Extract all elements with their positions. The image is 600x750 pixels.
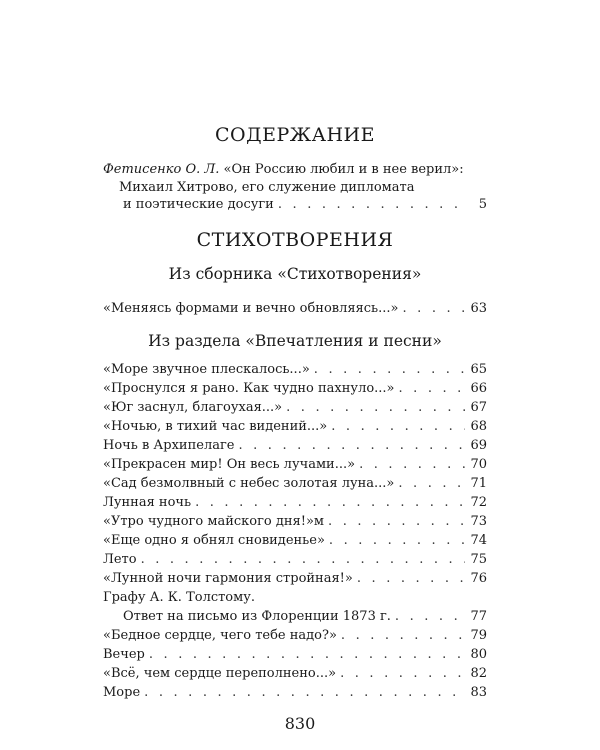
dot-leader	[399, 379, 465, 398]
entry-title: «Ночью, в тихий час видений...»	[103, 419, 328, 434]
entry-title: «Прекрасен мир! Он весь лучами...»	[103, 457, 356, 472]
entry-page: 72	[470, 495, 487, 510]
entry-page: 79	[470, 628, 487, 643]
dot-leader	[341, 626, 465, 645]
entry-title: «Юг заснул, благоухая...»	[103, 400, 283, 415]
entry-title: «Проснулся я рано. Как чудно пахнуло...»	[103, 381, 395, 396]
toc-entry	[103, 474, 487, 493]
dot-leader	[238, 436, 465, 455]
intro-title-part-3: и поэтические досуги	[123, 197, 274, 212]
collection-heading: Из сборника «Стихотворения»	[168, 265, 422, 283]
intro-page: 5	[478, 197, 487, 212]
toc-entry	[103, 493, 487, 512]
dot-leader	[340, 664, 465, 683]
intro-title-part-1: «Он Россию любил и в нее верил»:	[223, 162, 464, 177]
toc-entry	[103, 626, 487, 645]
entry-page: 65	[470, 362, 487, 377]
toc-entry	[103, 417, 487, 436]
entry-title: «Сад безмолвный с небес золотая луна...»	[103, 476, 395, 491]
entry-title: Лунная ночь	[103, 495, 192, 510]
page-number: 830	[284, 714, 316, 733]
dot-leader	[286, 398, 465, 417]
dot-leader	[149, 645, 465, 664]
entry-title: «Лунной ночи гармония стройная!»	[103, 571, 353, 586]
entry-title: «Всё, чем сердце переполнено...»	[103, 666, 337, 681]
toc-entry	[103, 360, 487, 379]
dot-leader	[141, 550, 465, 569]
toc-entry	[103, 550, 487, 569]
intro-line-1	[103, 161, 487, 179]
entry-page: 70	[470, 457, 487, 472]
dot-leader	[314, 360, 465, 379]
entry-page: 83	[470, 685, 487, 700]
intro-title-part-2: Михаил Хитрово, его служение дипломата	[119, 180, 415, 195]
intro-line-3-entry	[103, 195, 487, 214]
entry-page: 68	[470, 419, 487, 434]
dot-leader	[359, 455, 465, 474]
poems-title: СТИХОТВОРЕНИЯ	[196, 229, 394, 251]
dot-leader	[395, 607, 465, 626]
intro-entry	[103, 161, 487, 197]
intro-author: Фетисенко О. Л.	[103, 162, 220, 177]
entry-title: «Еще одно я обнял сновиденье»	[103, 533, 325, 548]
dot-leader	[329, 531, 465, 550]
entry-title: Ответ на письмо из Флоренции 1873 г.	[123, 609, 391, 624]
entry-title: «Море звучное плескалось...»	[103, 362, 310, 377]
tolstoy-heading: Графу А. К. Толстому.	[103, 590, 256, 605]
entry-title: «Утро чудного майского дня!»м	[103, 514, 325, 529]
dot-leader	[398, 474, 465, 493]
toc-entry	[103, 398, 487, 417]
entry-title: Вечер	[103, 647, 145, 662]
dot-leader	[195, 493, 465, 512]
toc-entry	[103, 683, 487, 702]
entry-title: «Меняясь формами и вечно обновляясь...»	[103, 301, 399, 316]
toc-entry	[103, 531, 487, 550]
entry-page: 73	[470, 514, 487, 529]
entry-page: 82	[470, 666, 487, 681]
entry-title: Ночь в Архипелаге	[103, 438, 235, 453]
entry-page: 69	[470, 438, 487, 453]
toc-entry	[103, 645, 487, 664]
entry-title: «Бедное сердце, чего тебе надо?»	[103, 628, 337, 643]
dot-leader	[331, 417, 465, 436]
entry-page: 71	[470, 476, 487, 491]
toc-entry	[103, 455, 487, 474]
entry-page: 63	[470, 301, 487, 316]
entry-page: 67	[470, 400, 487, 415]
section-heading: Из раздела «Впечатления и песни»	[148, 332, 442, 350]
contents-title: СОДЕРЖАНИЕ	[215, 124, 375, 146]
dot-leader	[144, 683, 465, 702]
toc-entry	[103, 607, 487, 626]
dot-leader	[328, 512, 465, 531]
toc-entry	[103, 299, 487, 318]
entry-page: 74	[470, 533, 487, 548]
entry-page: 75	[470, 552, 487, 567]
entry-page: 80	[470, 647, 487, 662]
toc-entry	[103, 436, 487, 455]
toc-entry	[103, 379, 487, 398]
entry-page: 66	[470, 381, 487, 396]
entry-page: 77	[470, 609, 487, 624]
toc-entry	[103, 664, 487, 683]
entry-title: Море	[103, 685, 141, 700]
entry-page: 76	[470, 571, 487, 586]
toc-entry	[103, 512, 487, 531]
dot-leader	[357, 569, 465, 588]
entry-title: Лето	[103, 552, 137, 567]
dot-leader	[402, 299, 465, 318]
toc-entry	[103, 569, 487, 588]
dot-leader	[278, 195, 465, 214]
